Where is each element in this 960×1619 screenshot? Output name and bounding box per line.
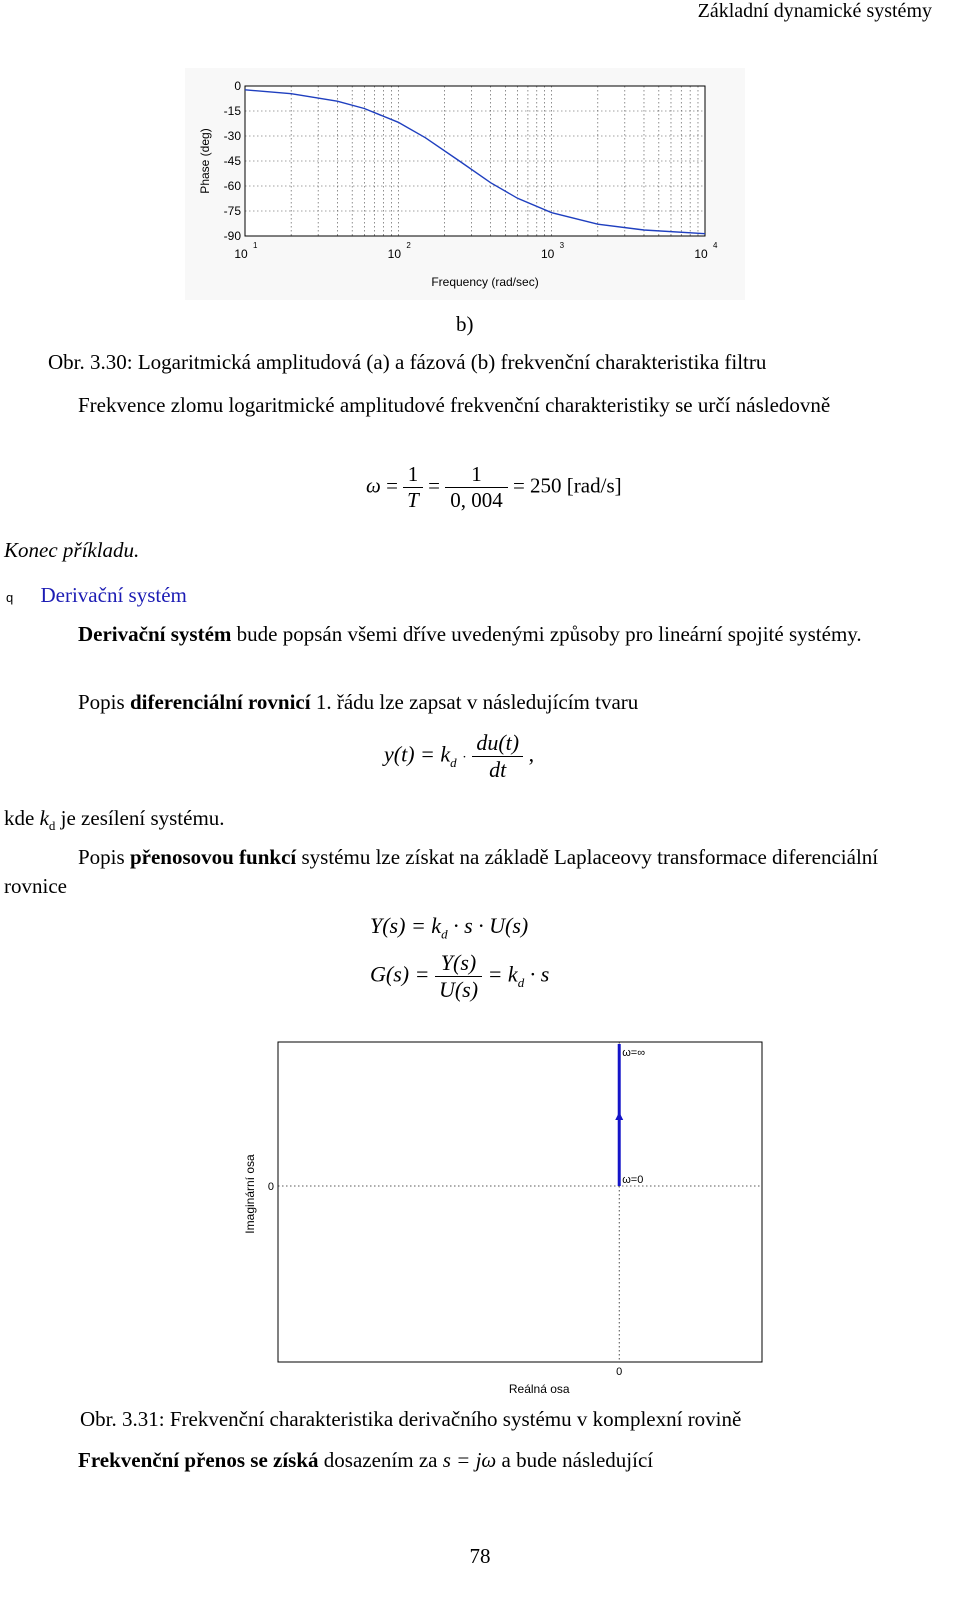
y-axis-label: Phase (deg) — [198, 128, 212, 194]
eq-Y-rhs: · s · U(s) — [453, 913, 529, 938]
para-deriv-bold: Derivační systém — [78, 622, 232, 646]
eq-diff-frac — [472, 730, 523, 783]
plot-frame — [278, 1042, 762, 1362]
y-tick-label: -30 — [223, 129, 241, 143]
x-axis-label: Frequency (rad/sec) — [431, 275, 539, 289]
y-tick-label: -75 — [223, 204, 241, 218]
figure-caption-330: Obr. 3.30: Logaritmická amplitudová (a) a fázová (b) frekvenční charakteristika filtru — [48, 350, 767, 374]
x-tick-exponent: 3 — [559, 241, 565, 250]
paragraph-transfer-function — [4, 843, 920, 901]
x-tick-exponent: 2 — [406, 241, 411, 250]
page-number: 78 — [469, 1544, 491, 1568]
eq-G-frac — [435, 950, 482, 1003]
figure-caption-331: Obr. 3.31: Frekvenční charakteristika derivačního systému v komplexní rovině — [80, 1407, 742, 1431]
running-header: Základní dynamické systémy — [697, 0, 932, 22]
series-label-end: ω=∞ — [622, 1047, 646, 1059]
kde-k: k — [39, 806, 49, 830]
eq-diff-tail: , — [528, 741, 535, 767]
section-heading — [6, 583, 187, 608]
x-tick-label: 10 — [387, 247, 402, 261]
eq-omega-lhs: ω — [366, 473, 381, 498]
para-popis2-bold: přenosovou funkcí — [129, 845, 297, 869]
eq-omega-rhs: = 250 [rad/s] — [512, 473, 622, 498]
y-tick-label: 0 — [234, 79, 241, 93]
eq-omega-frac1-den: T — [407, 488, 419, 512]
eq-omega-frac1 — [403, 462, 423, 513]
end-of-example: Konec příkladu. — [4, 538, 140, 562]
paragraph-differential-equation — [4, 688, 920, 717]
x-tick-label: 10 — [694, 247, 708, 261]
eq-diff-den: dt — [489, 757, 507, 782]
para-popis1-post: 1. řádu lze zapsat v následujícím tvaru — [310, 690, 639, 714]
kde-sub: d — [48, 818, 56, 834]
nyquist-plot — [236, 1035, 768, 1397]
eq-omega-frac2-den: 0, 004 — [450, 488, 503, 512]
para-popis1-bold: diferenciální rovnicí — [129, 690, 311, 714]
eq-G-lhs: G(s) = — [370, 961, 430, 987]
y-axis-label: Imaginární osa — [243, 1154, 257, 1234]
eq-omega-frac1-num: 1 — [403, 462, 423, 488]
x-tick-exponent: 1 — [253, 241, 258, 250]
paragraph-derivative-system — [4, 620, 920, 649]
equation-transfer — [370, 950, 549, 1003]
equation-omega — [366, 462, 622, 513]
eq-omega-frac2 — [445, 462, 508, 513]
equation-laplace — [370, 913, 528, 942]
eq-G-sub: d — [517, 974, 525, 990]
equation-differential: $y(t) = k_d$ · $\frac{du(t)}{dt}$ , — [384, 730, 535, 782]
x-tick-label: 0 — [616, 1366, 623, 1378]
eq-Y-lhs: Y(s) = k — [370, 913, 442, 938]
para-deriv-rest: bude popsán všemi dříve uvedenými způsoby pro lineární spojité systémy. — [231, 622, 862, 646]
x-tick-label: 10 — [540, 247, 555, 261]
eq-diff-sub: d — [450, 754, 457, 770]
last-line-expr: s = jω — [442, 1448, 497, 1472]
para-popis1-pre: Popis — [78, 690, 130, 714]
para-popis2-post: systému lze získat na základě Laplaceovy transformace diferenciální rovnice — [4, 845, 879, 898]
x-axis-label: Reálná osa — [508, 1382, 570, 1396]
eq-omega-frac2-num: 1 — [445, 462, 508, 488]
series-label-start: ω=0 — [622, 1174, 644, 1186]
bullet-icon: q — [6, 590, 14, 605]
y-tick-label: -15 — [223, 104, 241, 118]
paragraph-frequency-transfer — [78, 1448, 653, 1473]
eq-diff-lhs: y(t) = k — [384, 741, 451, 767]
y-tick-label: -45 — [223, 154, 241, 168]
eq-Y-sub: d — [441, 926, 448, 942]
phase-plot — [185, 68, 745, 300]
eq-G-den: U(s) — [438, 977, 479, 1002]
kde-pre: kde — [4, 806, 40, 830]
y-tick-label: -90 — [223, 229, 241, 243]
para-popis2-pre: Popis — [78, 845, 130, 869]
eq-G-rhs-pre: = k — [487, 961, 518, 987]
figure-sublabel: b) — [456, 312, 474, 336]
paragraph-break-frequency: Frekvence zlomu logaritmické amplitudové frekvenční charakteristiky se určí následovně — [78, 393, 831, 417]
last-line-mid: dosazením za — [318, 1448, 443, 1472]
last-line-post: a bude následující — [496, 1448, 654, 1472]
gain-definition — [4, 806, 225, 834]
eq-G-rhs-post: · s — [529, 961, 550, 987]
eq-omega-eq: = — [386, 473, 398, 498]
eq-G-num: Y(s) — [435, 950, 482, 977]
x-tick-label: 10 — [234, 247, 248, 261]
eq-omega-eq2: = — [428, 473, 440, 498]
y-tick-label: -60 — [223, 179, 241, 193]
y-tick-label: 0 — [267, 1181, 274, 1193]
x-tick-exponent: 4 — [713, 241, 718, 250]
section-title: Derivační systém — [40, 583, 187, 607]
eq-diff-num: du(t) — [472, 730, 523, 757]
kde-post: je zesílení systému. — [55, 806, 225, 830]
last-line-bold: Frekvenční přenos se získá — [78, 1448, 319, 1472]
